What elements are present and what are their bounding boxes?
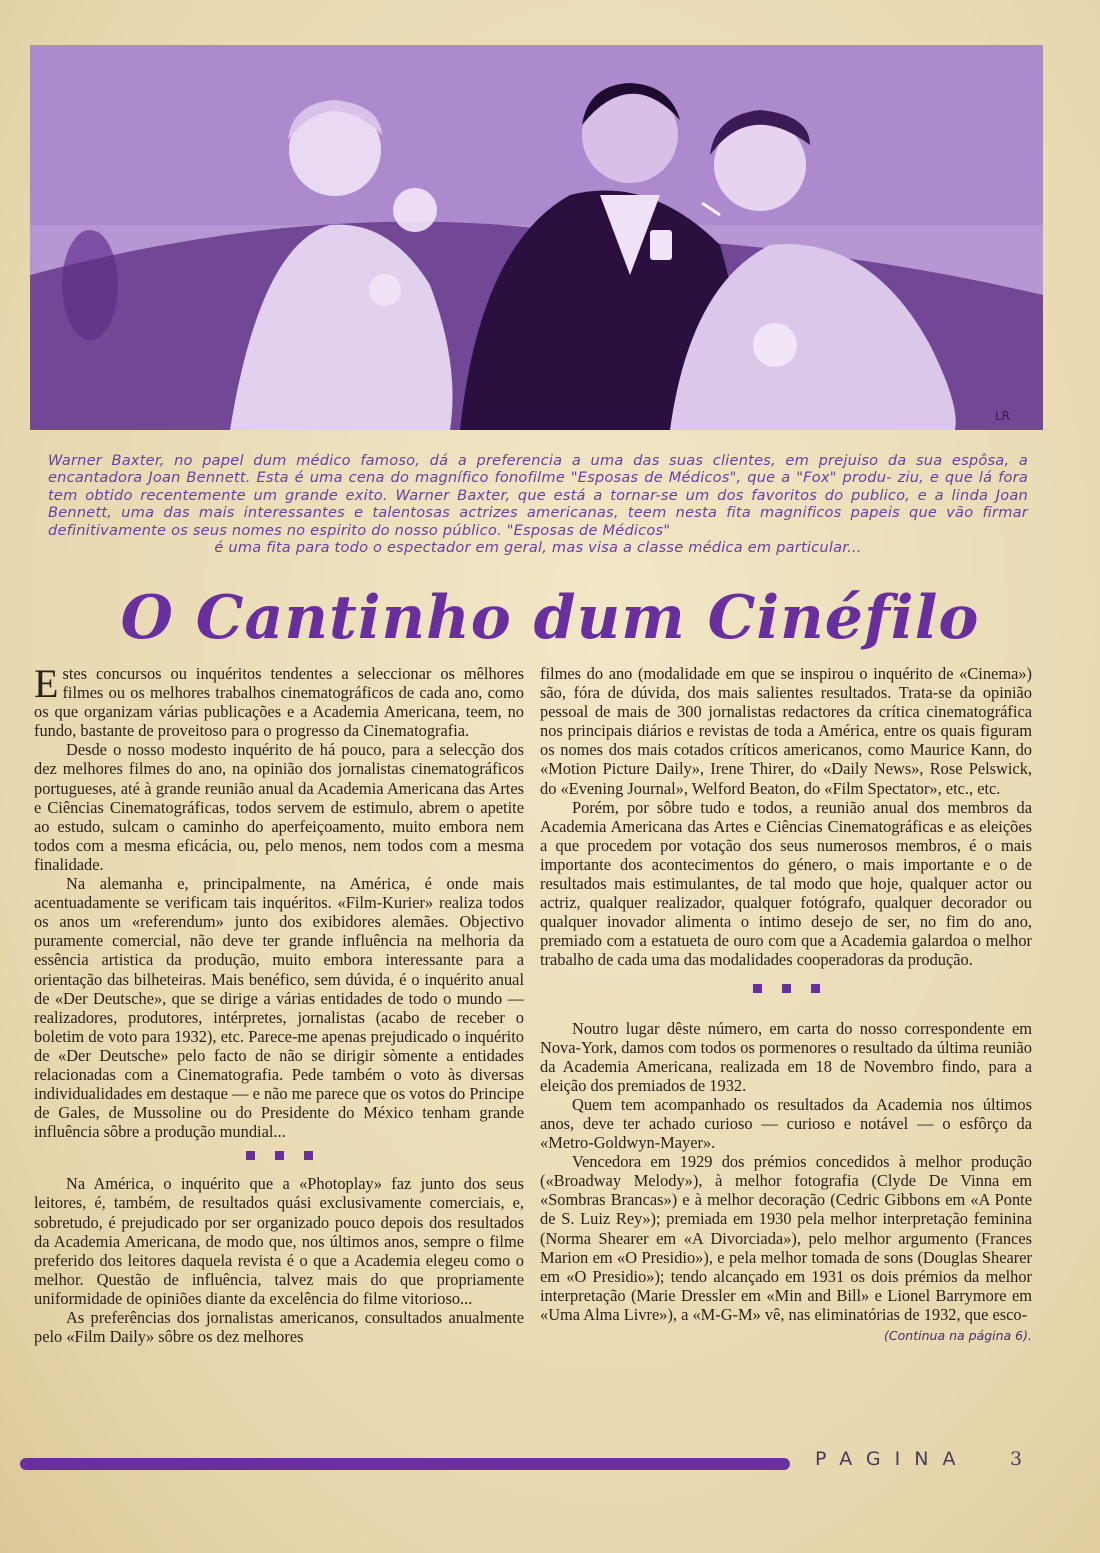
right-paragraph-2: Porém, por sôbre tudo e todos, a reunião anual dos membros da Academia Americana das Artes e Ciências Cinematográficas e as eleições a que procedem por votação dos seus numerosos membros, é o mais importante dos acontecimentos do género, o mais importante e o de resultados mais estimulantes, de tal modo que hoje, qualquer actor ou actriz, qualquer realizador, qualquer fotógrafo, qualquer decorador ou qualquer inovador alimenta o intimo desejo de ser, no fim do ano, premiado com a estatueta de ouro com que a Academia galardoa o melhor trabalho de cada uma das modalidades cooperadoras da produção.	[540, 797, 1032, 970]
caption-line-4: do publico, e a linda Joan Bennett, uma das mais interessantes e talentosas actrizes americanas, teem nesta fita	[48, 486, 1029, 522]
left-paragraph-3: Na alemanha e, principalmente, na América, é onde mais acentuadamente se verificam tais inquéritos. «Film-Kurier» realiza todos os anos um «referendum» junto dos exibidores alemães. Objectivo puramente comercial, não deve ter grande influência na melhoria da essência artistica da produção, muito embora interessante para a orientação das bilheteiras. Mais benéfico, sem dúvida, é o inquérito anual de «Der Deutsche», que se dirige a várias entidades de todo o mundo — realizadores, produtores, intérpretes, jornalistas (acabo de receber o boletim de voto para 1932), etc. Parece-me apenas prejudicado o inquérito de «Der Deutsche» pelo facto de não se dirigir sòmente a entidades relacionadas com a Cinematografia. Pede também o voto às diversas individualidades em destaque — e não me parece que os votos do Principe de Gales, de Mussoline ou do Presidente do México tenham grande influência sôbre a produção mundial...	[34, 874, 524, 1142]
left-paragraph-5: As preferências dos jornalistas americanos, consultados anualmente pelo «Film Daily» sôbre os dez melhores	[34, 1308, 524, 1347]
photo-caption	[48, 452, 1028, 556]
right-paragraph-5: Vencedora em 1929 dos prémios concedidos à melhor produção («Broadway Melody»), à melhor fotografia (Clyde De Vinna em «Sombras Brancas») e à melhor decoração (Cedric Gibbons em «A Ponte de S. Luiz Rey»); premiada em 1930 pela melhor interpretação feminina (Norma Shearer em «A Divorciada»), pelo melhor argumento (Frances Marion em «O Presidio»), e pela melhor tomada de sons (Douglas Shearer em «O Presidio»); tendo alcançado em 1931 os dois prémios da melhor interpretação (Marie Dressler em «Min and Bill» e Lionel Barrymore em «Uma Alma Livre»), a «M-G-M» vê, nas eliminatórias de 1932, que esco-	[540, 1152, 1032, 1324]
flower-hand-left	[369, 274, 401, 306]
photo-signature: LR	[995, 409, 1011, 423]
section-separator-right	[540, 984, 1032, 993]
right-paragraph-4: Quem tem acompanhado os resultados da Academia nos últimos anos, deve ter achado curioso — curioso e notável — o esfôrço da «Metro-Goldwyn-Mayer».	[540, 1094, 1032, 1153]
right-paragraph-1: filmes do ano (modalidade em que se inspirou o inquérito de «Cinema») são, fóra de dúvida, dos mais salientes resultados. Trata-se da opinião pessoal de mais de 300 jornalistas redactores da crítica cinematográfica nos principais diários e revistas de toda a América, entre os quais figuram os nomes dos mais cotados críticos americanos, como Maurice Kann, do «Motion Picture Daily», Irene Thirer, do «Daily News», Rose Pelswick, do «Evening Journal», Welford Beaton, do «Film Spectator», etc., etc.	[540, 664, 1032, 798]
separator-square	[304, 1151, 313, 1160]
left-paragraph-1	[34, 661, 524, 741]
article-title: O Cantinho dum Cinéfilo	[120, 583, 980, 653]
lighter-hands	[650, 230, 672, 260]
left-paragraph-1-text: stes concursos ou inquéritos tendentes a seleccionar os mêlhores filmes ou os melhores trabalhos cinematográficos de cada ano, como os que organizam várias publicações e a Academia Americana, teem, no fundo, bastante de proveitoso para o progresso da Cinematografia.	[34, 664, 524, 741]
caption-line-6: é uma fita para todo o espectador em geral, mas visa a classe médica em particular...	[214, 539, 862, 557]
photo-wall	[30, 45, 1043, 225]
footer-page-label: PAGINA	[815, 1448, 970, 1470]
article-column-right	[540, 664, 1032, 1345]
caption-line-3: ziu, e que lá fora tem obtido recentemente um grande exito. Warner Baxter, que está a tornar-se um dos favoritos	[48, 469, 1028, 504]
caption-line-2: a encantadora Joan Bennett. Esta é uma cena do magnífico fonofilme "Esposas de Médicos", que a "Fox" produ-	[48, 452, 1028, 487]
separator-square	[811, 984, 820, 993]
film-still-illustration	[30, 45, 1043, 430]
separator-square	[275, 1151, 284, 1160]
left-paragraph-2: Desde o nosso modesto inquérito de há pouco, para a selecção dos dez melhores filmes do ano, na opinião dos jornalistas cinematográficos portugueses, até à grande reunião anual da Academia Americana das Artes e Ciências Cinematográficas, todos servem de estimulo, abrem o apetite ao estudo, sulcam o caminho do aperfeiçoamento, muito embora nem todos com a mesma eficácia, ou, pelo menos, nem todos com a mesma finalidade.	[34, 740, 524, 874]
footer-page-number: 3	[1010, 1448, 1023, 1470]
article-column-left	[34, 661, 524, 1347]
corsage-left	[393, 188, 437, 232]
footer-rule-bar	[20, 1458, 790, 1470]
left-paragraph-4: Na América, o inquérito que a «Photoplay» faz junto dos seus leitores, é, também, de resultados quási exclusivamente comerciais, e, sobretudo, é prejudicado por ser organizado pouco depois dos resultados da Academia Americana, de modo que, nos últimos anos, sempre o filme preferido dos leitores daquela revista é o que a Academia elegeu como o melhor. Questão de influência, talvez mais do que propriamente uniformidade de opiniões diante da excelência do filme vitorioso...	[34, 1174, 524, 1308]
right-paragraph-3: Noutro lugar dêste número, em carta do nosso correspondente em Nova-York, damos com todos os pormenores o resultado da última reunião da Academia Americana, realizada em 18 de Novembro findo, para a eleição dos premiados de 1932.	[540, 1018, 1032, 1095]
footer-rule	[20, 1456, 790, 1472]
caption-line-1: Warner Baxter, no papel dum médico famoso, dá a preferencia a uma das suas clientes, em prejuiso da sua espôsa,	[48, 452, 1019, 469]
separator-square	[782, 984, 791, 993]
drop-cap: E	[34, 661, 59, 706]
corsage-right	[753, 323, 797, 367]
continued-note: (Continua na página 6).	[884, 1328, 1032, 1343]
film-still-photo	[30, 45, 1043, 430]
separator-square	[246, 1151, 255, 1160]
caption-line-5: magnificos papeis que vão firmar definitivamente os seus nomes no espirito do nosso público. "Esposas de Médicos"	[48, 504, 1028, 539]
section-separator-left	[34, 1151, 524, 1160]
separator-square	[753, 984, 762, 993]
